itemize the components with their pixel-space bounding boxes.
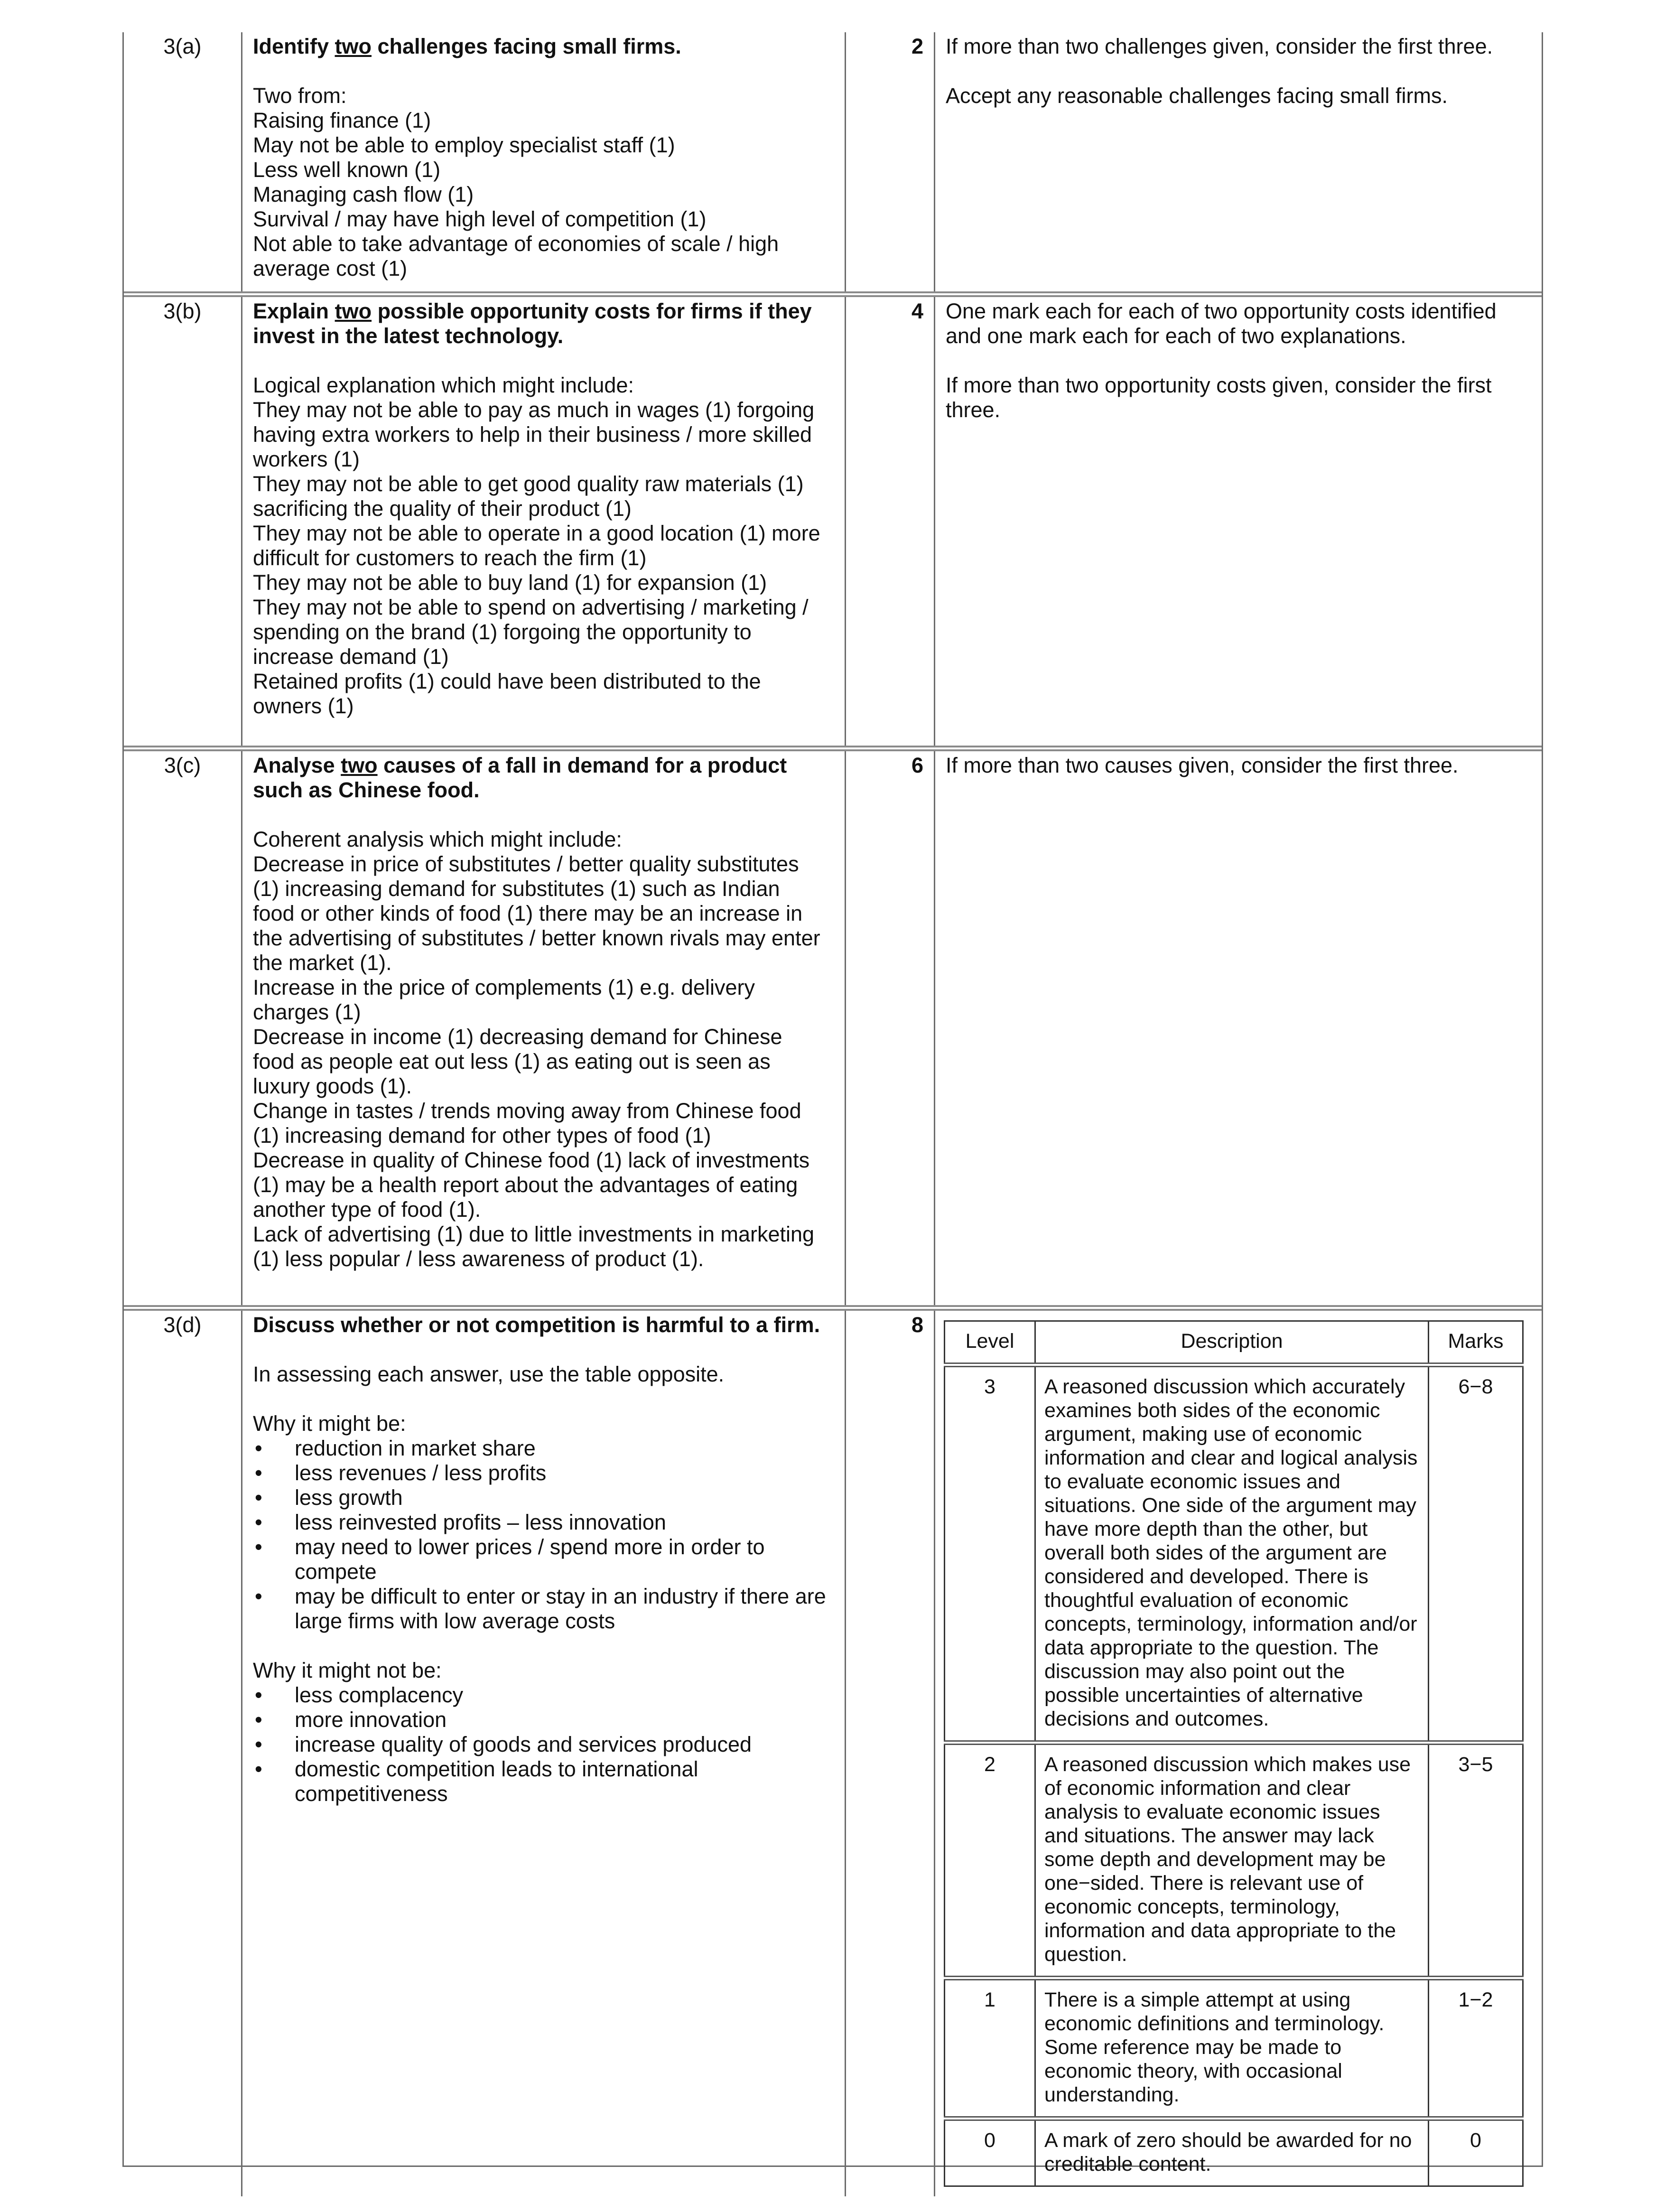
answer-line: Not able to take advantage of economies of scale / high: [253, 232, 779, 256]
level-cell: 2: [945, 1743, 1035, 1978]
question-text: Explain two possible opportunity costs for firms if they invest in the latest technology.: [253, 299, 812, 348]
mark-scheme-table: [122, 32, 1543, 2175]
answer-line: They may not be able to spend on advertising / marketing /: [253, 595, 809, 619]
list-item: • may be difficult to enter or stay in an industry if there are large firms with low average costs: [253, 1584, 835, 1633]
marks-cell: 6−8: [1429, 1365, 1523, 1743]
might-not-list: [253, 1683, 835, 1806]
question-number: 3(a): [124, 32, 242, 291]
marks: 8: [846, 1311, 935, 2196]
question-row-3c: [124, 746, 1542, 1305]
answer-line: (1) increasing demand for other types of food (1): [253, 1123, 711, 1148]
marks-cell: 3−5: [1429, 1743, 1523, 1978]
description-cell: There is a simple attempt at using economic definitions and terminology. Some reference may be made to economic theory, with occasional understanding.: [1035, 1978, 1429, 2119]
answer-line: May not be able to employ specialist staff (1): [253, 133, 675, 157]
marks: 6: [846, 751, 935, 1305]
guidance-line: Accept any reasonable challenges facing small firms.: [946, 84, 1448, 108]
description-cell: A reasoned discussion which accurately examines both sides of the economic argument, making use of economic information and clear and logical analysis to evaluate economic issues and situations. One side of the argument may have more depth than the other, but overall both sides of the argument are considered and developed. There is thoughtful evaluation of economic concepts, terminology, information and/or data appropriate to the question. The discussion may also point out the possible uncertainties of alternative decisions and outcomes.: [1035, 1365, 1429, 1743]
list-item: • reduction in market share: [253, 1436, 835, 1461]
answer-line: They may not be able to pay as much in wages (1) forgoing: [253, 398, 815, 422]
answer-line: Decrease in income (1) decreasing demand for Chinese: [253, 1025, 782, 1049]
table-header-row: [945, 1321, 1523, 1365]
question-number: 3(b): [124, 297, 242, 746]
question-row-3b: [124, 291, 1542, 746]
guidance: [935, 751, 1542, 1305]
answer-line: the advertising of substitutes / better known rivals may enter: [253, 926, 820, 950]
question-text: Analyse two causes of a fall in demand for a product such as Chinese food.: [253, 753, 787, 802]
answer-line: charges (1): [253, 1000, 361, 1024]
list-item: • less growth: [253, 1485, 835, 1510]
level-cell: 0: [945, 2119, 1035, 2186]
answer-line: (1) increasing demand for substitutes (1) such as Indian: [253, 877, 780, 901]
table-row: [945, 1743, 1523, 1978]
guidance-line: three.: [946, 398, 1001, 422]
might-be-list: [253, 1436, 835, 1633]
answer-line: Managing cash flow (1): [253, 182, 474, 206]
list-item: • more innovation: [253, 1708, 835, 1732]
answer-line: the market (1).: [253, 951, 392, 975]
guidance: [935, 297, 1542, 746]
level-cell: 3: [945, 1365, 1035, 1743]
answer-line: Less well known (1): [253, 158, 441, 182]
description-cell: A mark of zero should be awarded for no creditable content.: [1035, 2119, 1429, 2186]
answer-intro: Coherent analysis which might include:: [253, 827, 622, 851]
might-not-heading: Why it might not be:: [253, 1658, 442, 1682]
marks: 4: [846, 297, 935, 746]
question-number: 3(c): [124, 751, 242, 1305]
answer-line: difficult for customers to reach the firm (1): [253, 546, 647, 570]
level-descriptor-table: [944, 1320, 1524, 2187]
question-answer: [242, 1311, 846, 2196]
answer-line: Survival / may have high level of competition (1): [253, 207, 707, 231]
guidance-line: If more than two opportunity costs given, consider the first: [946, 373, 1492, 397]
description-cell: A reasoned discussion which makes use of economic information and clear analysis to evaluate economic issues and situations. The answer may lack some depth and development may be one−sided. There is relevant use of economic concepts, terminology, information and data appropriate to the question.: [1035, 1743, 1429, 1978]
question-text: Discuss whether or not competition is harmful to a firm.: [253, 1313, 820, 1337]
answer-line: Change in tastes / trends moving away from Chinese food: [253, 1099, 801, 1123]
list-item: • less complacency: [253, 1683, 835, 1708]
answer-line: They may not be able to get good quality raw materials (1): [253, 472, 804, 496]
guidance-line: One mark each for each of two opportunity costs identified: [946, 299, 1497, 323]
answer-line: increase demand (1): [253, 644, 449, 669]
answer-line: They may not be able to operate in a good location (1) more: [253, 521, 820, 545]
answer-line: They may not be able to buy land (1) for expansion (1): [253, 570, 767, 595]
answer-intro: Two from:: [253, 84, 347, 108]
answer-line: food as people eat out less (1) as eating out is seen as: [253, 1049, 771, 1073]
list-item: • domestic competition leads to international competitiveness: [253, 1757, 835, 1806]
table-row: [945, 1978, 1523, 2119]
answer-line: (1) less popular / less awareness of product (1).: [253, 1247, 704, 1271]
might-be-heading: Why it might be:: [253, 1411, 406, 1436]
answer-line: Raising finance (1): [253, 108, 431, 132]
answer-line: food or other kinds of food (1) there may be an increase in: [253, 901, 803, 925]
question-row-3d: [124, 1305, 1542, 2175]
question-answer: [242, 32, 846, 291]
answer-line: Decrease in price of substitutes / better quality substitutes: [253, 852, 799, 876]
answer-line: spending on the brand (1) forgoing the opportunity to: [253, 620, 752, 644]
answer-line: average cost (1): [253, 256, 408, 280]
guidance: [935, 32, 1542, 291]
header-level: Level: [945, 1321, 1035, 1365]
marks-cell: 0: [1429, 2119, 1523, 2186]
question-number: 3(d): [124, 1311, 242, 2196]
header-marks: Marks: [1429, 1321, 1523, 1365]
answer-line: Lack of advertising (1) due to little investments in marketing: [253, 1222, 815, 1246]
question-answer: [242, 751, 846, 1305]
question-answer: [242, 297, 846, 746]
marks-cell: 1−2: [1429, 1978, 1523, 2119]
answer-line: another type of food (1).: [253, 1197, 481, 1222]
guidance: [935, 1311, 1542, 2196]
answer-line: Decrease in quality of Chinese food (1) lack of investments: [253, 1148, 810, 1172]
guidance-line: and one mark each for each of two explanations.: [946, 324, 1406, 348]
question-text: Identify two challenges facing small firms.: [253, 34, 681, 58]
answer-line: having extra workers to help in their business / more skilled: [253, 422, 812, 447]
answer-line: sacrificing the quality of their product (1): [253, 496, 632, 521]
answer-intro: Logical explanation which might include:: [253, 373, 634, 397]
answer-line: luxury goods (1).: [253, 1074, 412, 1098]
list-item: • increase quality of goods and services produced: [253, 1732, 835, 1757]
level-cell: 1: [945, 1978, 1035, 2119]
question-row-3a: [124, 32, 1542, 291]
header-description: Description: [1035, 1321, 1429, 1365]
answer-line: Retained profits (1) could have been distributed to the: [253, 669, 761, 693]
list-item: • may need to lower prices / spend more in order to compete: [253, 1535, 835, 1584]
answer-line: owners (1): [253, 694, 354, 718]
table-row: [945, 2119, 1523, 2186]
answer-line: Increase in the price of complements (1) e.g. delivery: [253, 975, 755, 999]
marks: 2: [846, 32, 935, 291]
list-item: • less revenues / less profits: [253, 1461, 835, 1485]
guidance-line: If more than two causes given, consider the first three.: [946, 753, 1459, 777]
list-item: • less reinvested profits – less innovation: [253, 1510, 835, 1535]
assessment-instruction: In assessing each answer, use the table opposite.: [253, 1362, 725, 1386]
table-row: [945, 1365, 1523, 1743]
answer-line: (1) may be a health report about the advantages of eating: [253, 1173, 798, 1197]
guidance-line: If more than two challenges given, consider the first three.: [946, 34, 1493, 58]
answer-line: workers (1): [253, 447, 360, 471]
